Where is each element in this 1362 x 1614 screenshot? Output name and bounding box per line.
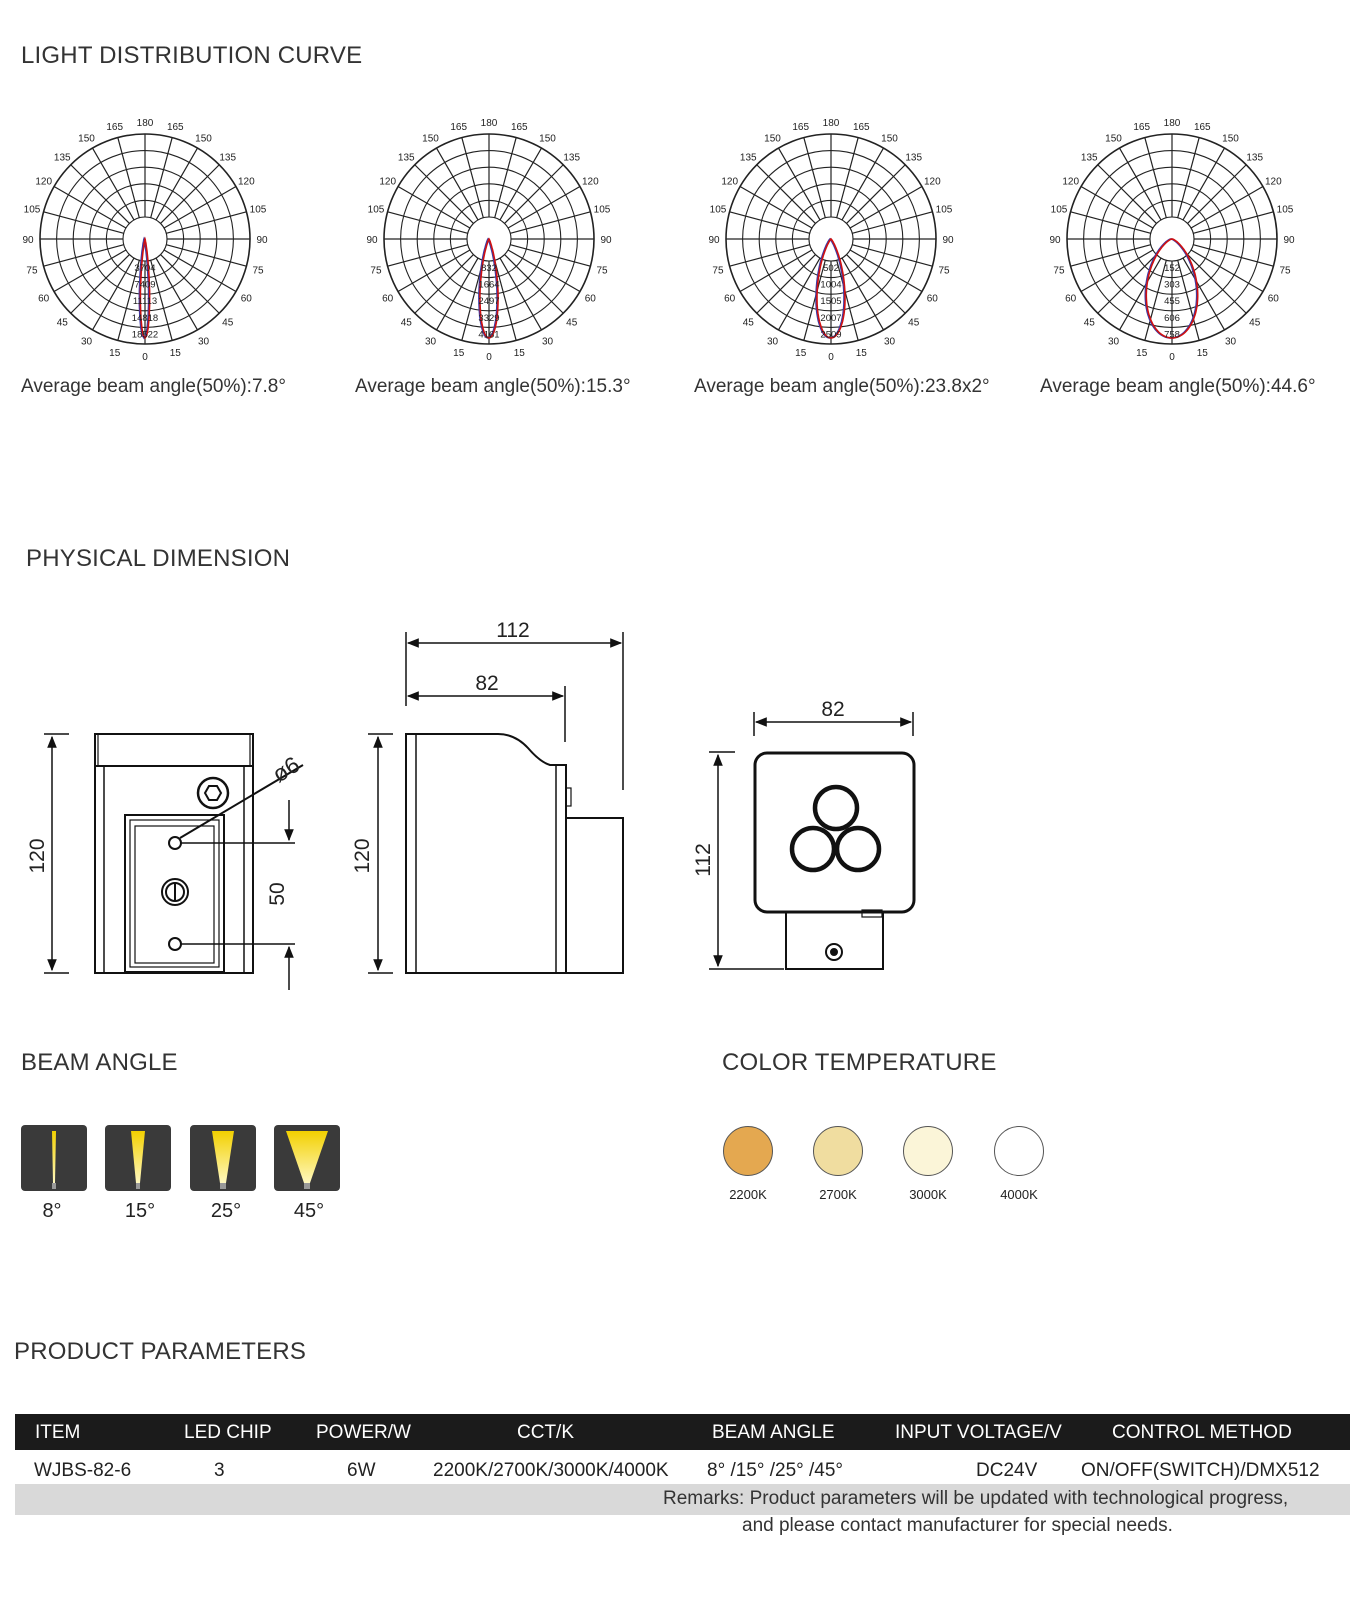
polar-angle-label: 45 [222,317,234,329]
polar-chart-2 [359,114,619,374]
polar-angle-label: 45 [742,317,754,329]
product-parameters-title: PRODUCT PARAMETERS [14,1338,307,1365]
polar-angle-label: 150 [422,133,439,145]
front-view [44,734,303,990]
polar-angle-label: 135 [53,152,71,164]
polar-angle-label: 135 [219,152,237,164]
polar-angle-label: 60 [382,293,394,305]
dim-side-body-width: 82 [475,672,499,695]
dim-side-total-width: 112 [496,619,530,642]
polar-angle-label: 120 [721,176,739,188]
polar-angle-label: 150 [1105,133,1122,145]
dim-front-height: 120 [26,838,49,874]
polar-intensity-label: 1505 [820,296,842,308]
polar-angle-label: 15 [855,348,867,360]
beam-label-8: 8° [42,1200,62,1222]
polar-angle-label: 135 [739,152,757,164]
polar-angle-label: 30 [424,336,437,348]
polar-svg [1042,114,1302,374]
beam-15-icon [105,1125,171,1191]
polar-spoke [71,165,130,224]
cct-swatch-3000k [903,1126,953,1176]
polar-intensity-label: 3704 [134,263,156,274]
polar-angle-label: 45 [566,317,578,329]
polar-angle-label: 60 [584,293,596,305]
polar-spoke [118,138,139,218]
polar-intensity-label: 14818 [131,312,159,324]
polar-angle-label: 75 [938,265,950,277]
cct-label-3000k: 3000K [909,1187,947,1202]
polar-intensity-label: 455 [1164,296,1180,308]
polar-spoke [1188,165,1247,224]
polar-angle-label: 0 [142,352,148,363]
beam-tile-15 [105,1125,171,1191]
cell-power: 6W [347,1460,376,1481]
polar-angle-label: 165 [792,121,810,133]
polar-angle-label: 120 [379,176,397,188]
polar-angle-label: 120 [923,176,941,188]
polar-spoke [495,138,516,218]
polar-spoke [510,212,590,233]
polar-angle-label: 30 [197,336,210,348]
polar-chart-4 [1042,114,1302,374]
polar-spoke [837,138,858,218]
polar-spoke [505,165,564,224]
polar-intensity-label: 18522 [131,329,159,341]
polar-angle-label: 60 [724,293,736,305]
polar-angle-label: 75 [1053,265,1065,277]
polar-angle-label: 0 [486,352,492,363]
beam-caption-3: Average beam angle(50%):23.8x2° [694,376,990,397]
polar-angle-label: 105 [23,204,41,216]
polar-angle-label: 150 [764,133,781,145]
polar-angle-label: 165 [450,121,468,133]
header-input-voltage: INPUT VOLTAGE/V [895,1422,1062,1443]
polar-angle-label: 45 [400,317,412,329]
remarks-line-1: Remarks: Product parameters will be updated with technological progress, [663,1488,1289,1509]
polar-angle-label: 0 [1169,352,1175,363]
polar-svg [701,114,961,374]
polar-angle-label: 90 [600,235,612,246]
polar-intensity-label: 2007 [820,312,842,324]
polar-angle-label: 120 [237,176,255,188]
polar-angle-label: 150 [539,133,556,145]
polar-angle-label: 150 [1222,133,1239,145]
polar-angle-label: 105 [935,204,953,216]
dimension-drawing [0,590,1362,1010]
polar-angle-label: 30 [80,336,93,348]
polar-angle-label: 60 [240,293,252,305]
polar-angle-label: 135 [1246,152,1264,164]
polar-angle-label: 165 [852,121,870,133]
polar-spoke [852,212,932,233]
polar-angle-label: 105 [367,204,385,216]
polar-angle-label: 150 [195,133,212,145]
polar-spoke [730,245,810,266]
polar-angle-label: 120 [1264,176,1282,188]
polar-intensity-label: 303 [1164,279,1180,291]
cct-label-2700k: 2700K [819,1187,857,1202]
polar-intensity-label: 1004 [820,279,842,291]
dim-top-height: 112 [692,843,715,877]
polar-angle-label: 135 [563,152,581,164]
cell-item: WJBS-82-6 [34,1460,132,1481]
polar-spoke [166,245,246,266]
cell-cct: 2200K/2700K/3000K/4000K [433,1460,669,1481]
cell-beam-angle: 8° /15° /25° /45° [707,1460,844,1481]
polar-angle-label: 120 [581,176,599,188]
polar-intensity-label: 606 [1164,312,1180,324]
beam-tile-45 [274,1125,340,1191]
polar-angle-label: 60 [38,293,50,305]
cct-swatch-4000k [994,1126,1044,1176]
polar-angle-label: 165 [1193,121,1211,133]
dim-hole-diameter: ø6 [267,751,305,788]
polar-spoke [161,165,220,224]
beam-8-icon [21,1125,87,1191]
header-item: ITEM [35,1422,81,1443]
header-beam-angle: BEAM ANGLE [712,1422,835,1443]
polar-spoke [510,245,590,266]
polar-angle-label: 105 [249,204,267,216]
header-cct: CCT/K [517,1422,574,1443]
polar-intensity-label: 4161 [478,329,500,341]
remarks-line-2: and please contact manufacturer for special needs. [742,1515,1173,1536]
polar-angle-label: 30 [883,336,896,348]
polar-spoke [388,245,468,266]
polar-intensity-label: 3329 [478,312,500,324]
polar-angle-label: 15 [169,348,181,360]
polar-chart-3 [701,114,961,374]
polar-angle-label: 90 [942,235,954,246]
polar-angle-label: 90 [708,235,720,246]
cct-swatch-2700k [813,1126,863,1176]
beam-label-45: 45° [293,1200,325,1222]
polar-angle-label: 180 [822,118,840,129]
polar-svg [359,114,619,374]
beam-caption-1: Average beam angle(50%):7.8° [21,376,286,397]
polar-angle-label: 15 [795,348,807,360]
polar-intensity-label: 2497 [478,296,500,308]
polar-angle-label: 105 [1050,204,1068,216]
cct-swatch-2200k [723,1126,773,1176]
polar-angle-label: 75 [252,265,264,277]
polar-angle-label: 30 [541,336,554,348]
polar-angle-label: 150 [78,133,95,145]
polar-spoke [1145,138,1166,218]
polar-angle-label: 45 [1249,317,1261,329]
header-led-chip: LED CHIP [184,1422,272,1443]
polar-angle-label: 75 [370,265,382,277]
beam-25-icon [190,1125,256,1191]
top-view [709,712,914,969]
polar-angle-label: 90 [1049,235,1061,246]
polar-spoke [415,255,474,314]
polar-spoke [1071,212,1151,233]
polar-spoke [44,245,124,266]
beam-label-25: 25° [210,1200,242,1222]
polar-angle-label: 165 [166,121,184,133]
polar-angle-label: 15 [1136,348,1148,360]
polar-angle-label: 165 [1133,121,1151,133]
polar-spoke [44,212,124,233]
beam-angle-title: BEAM ANGLE [21,1049,178,1076]
table-header [15,1414,1350,1450]
polar-spoke [847,255,906,314]
polar-intensity-label: 2509 [820,329,842,341]
polar-angle-label: 75 [596,265,608,277]
polar-angle-label: 0 [828,352,834,363]
polar-angle-label: 150 [881,133,898,145]
polar-angle-label: 90 [366,235,378,246]
color-temperature-title: COLOR TEMPERATURE [722,1049,997,1076]
polar-spoke [166,212,246,233]
polar-angle-label: 75 [26,265,38,277]
polar-angle-label: 30 [766,336,779,348]
polar-spoke [804,138,825,218]
polar-svg [15,114,275,374]
polar-angle-label: 120 [35,176,53,188]
polar-angle-label: 165 [510,121,528,133]
polar-angle-label: 90 [1283,235,1295,246]
polar-angle-label: 75 [712,265,724,277]
polar-spoke [847,165,906,224]
dim-top-width: 82 [821,698,845,721]
polar-angle-label: 135 [1080,152,1098,164]
beam-caption-2: Average beam angle(50%):15.3° [355,376,631,397]
light-distribution-title: LIGHT DISTRIBUTION CURVE [21,42,363,69]
polar-angle-label: 45 [1083,317,1095,329]
header-power: POWER/W [316,1422,411,1443]
cct-label-4000k: 4000K [1000,1187,1038,1202]
beam-tile-8 [21,1125,87,1191]
polar-angle-label: 105 [1276,204,1294,216]
polar-angle-label: 30 [1107,336,1120,348]
polar-angle-label: 180 [136,118,154,129]
polar-angle-label: 45 [908,317,920,329]
polar-angle-label: 30 [1224,336,1237,348]
polar-spoke [852,245,932,266]
cell-control-method: ON/OFF(SWITCH)/DMX512 [1081,1460,1320,1481]
polar-angle-label: 180 [480,118,498,129]
dim-side-height: 120 [351,838,374,874]
polar-spoke [1178,138,1199,218]
polar-angle-label: 135 [905,152,923,164]
polar-angle-label: 90 [256,235,268,246]
header-control-method: CONTROL METHOD [1112,1422,1292,1443]
polar-spoke [757,165,816,224]
polar-intensity-label: 11113 [132,296,158,308]
polar-chart-1 [15,114,275,374]
polar-angle-label: 15 [513,348,525,360]
beam-45-icon [274,1125,340,1191]
polar-angle-label: 60 [1267,293,1279,305]
polar-spoke [415,165,474,224]
polar-angle-label: 120 [1062,176,1080,188]
polar-spoke [757,255,816,314]
polar-angle-label: 60 [926,293,938,305]
polar-spoke [505,255,564,314]
polar-spoke [1071,245,1151,266]
polar-spoke [462,138,483,218]
polar-angle-label: 90 [22,235,34,246]
beam-label-15: 15° [124,1200,156,1222]
polar-angle-label: 60 [1065,293,1077,305]
polar-angle-label: 180 [1163,118,1181,129]
polar-spoke [1193,212,1273,233]
polar-angle-label: 15 [453,348,465,360]
polar-spoke [388,212,468,233]
cct-label-2200k: 2200K [729,1187,767,1202]
polar-intensity-label: 1664 [478,279,500,291]
polar-angle-label: 165 [106,121,124,133]
polar-spoke [151,138,172,218]
beam-tile-25 [190,1125,256,1191]
polar-angle-label: 135 [397,152,415,164]
polar-intensity-label: 832 [481,263,497,274]
polar-angle-label: 45 [56,317,68,329]
table-row [15,1452,1350,1484]
cell-input-voltage: DC24V [976,1460,1038,1481]
polar-angle-label: 15 [109,348,121,360]
polar-spoke [161,255,220,314]
polar-spoke [71,255,130,314]
dim-hole-spacing: 50 [266,882,289,906]
cell-led-chip: 3 [214,1460,225,1481]
polar-spoke [1193,245,1273,266]
polar-intensity-label: 758 [1164,329,1180,341]
polar-angle-label: 75 [1279,265,1291,277]
polar-angle-label: 15 [1196,348,1208,360]
polar-spoke [730,212,810,233]
polar-intensity-label: 152 [1164,263,1180,274]
polar-spoke [1098,165,1157,224]
polar-intensity-label: 502 [823,263,839,274]
polar-intensity-label: 7409 [134,279,156,291]
polar-angle-label: 105 [709,204,727,216]
physical-dimension-title: PHYSICAL DIMENSION [26,545,291,572]
beam-caption-4: Average beam angle(50%):44.6° [1040,376,1316,397]
polar-angle-label: 105 [593,204,611,216]
